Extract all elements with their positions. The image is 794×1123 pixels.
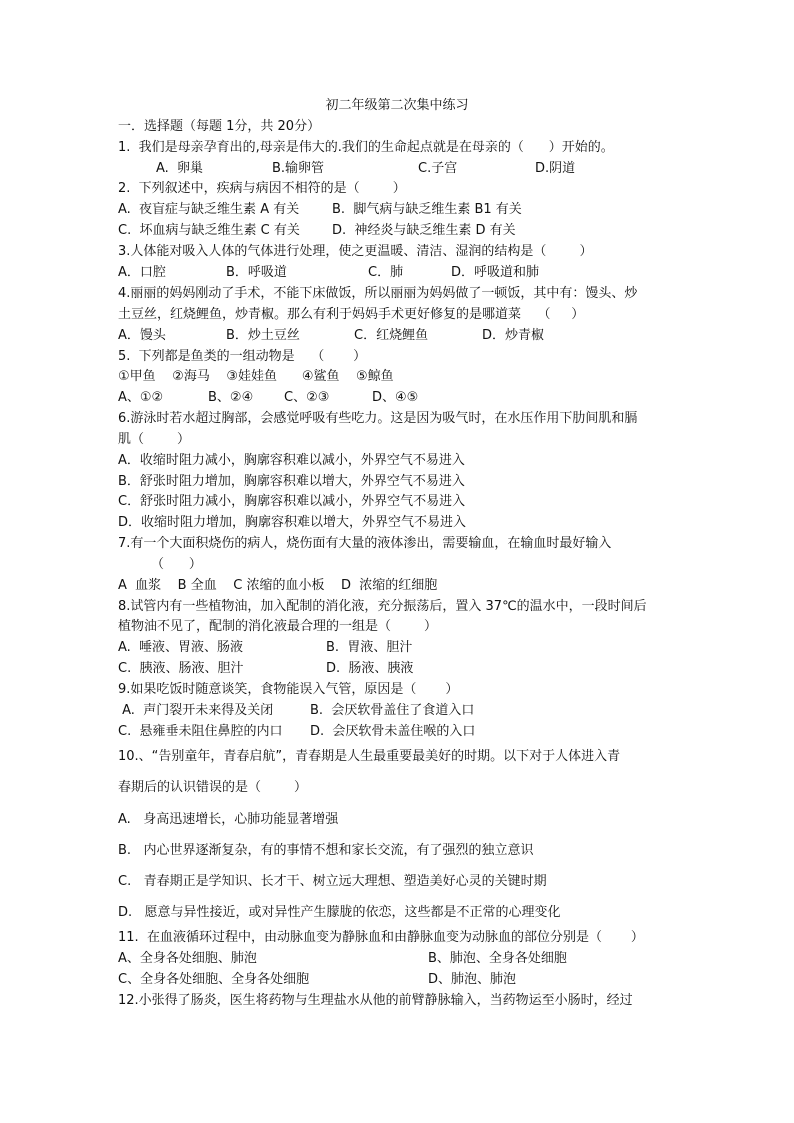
q10-stem-line2: 春期后的认识错误的是（ ） [118,780,308,795]
q9-option-c: C. 悬雍垂未阻住鼻腔的内口 [118,724,283,739]
q6-option-b: B．舒张时阻力增加，胸廓容积难以增大，外界空气不易进入 [118,474,465,489]
q10-option-b: B. 内心世界逐渐复杂，有的事情不想和家长交流，有了强烈的独立意识 [118,843,534,858]
q4-option-b: B．炒土豆丝 [226,328,300,343]
q10-option-d: D. 愿意与异性接近，或对异性产生朦胧的依恋，这些都是不正常的心理变化 [118,905,561,920]
q3-option-c: C．肺 [368,265,404,280]
q3-option-a: A．口腔 [118,265,166,280]
q1-stem: 1. 我们是母亲孕育出的,母亲是伟大的.我们的生命起点就是在母亲的（ ）开始的。 [118,140,614,155]
q8-stem-line2: 植物油不见了，配制的消化液最合理的一组是（ ） [118,619,438,634]
q6-stem-line2: 肌（ ） [118,432,191,447]
section-heading: 一．选择题（每题 1分，共 20分） [118,119,321,134]
q8-option-a: A. 唾液、胃液、肠液 [118,640,244,655]
page-title: 初二年级第二次集中练习 [325,98,469,113]
q10-option-c: C. 青春期正是学知识、长才干、树立远大理想、塑造美好心灵的关键时期 [118,874,547,889]
q5-items: ①甲鱼 ②海马 ③娃娃鱼 ④鲨鱼 ⑤鲸鱼 [118,369,394,384]
q5-option-a: A、①② [118,390,164,405]
q9-option-d: D. 会厌软骨未盖住喉的入口 [310,724,476,739]
q9-option-b: B. 会厌软骨盖住了食道入口 [310,703,475,718]
q1-option-b: B.输卵管 [272,161,325,176]
q1-option-c: C.子宫 [418,161,458,176]
q8-option-c: C. 胰液、肠液、胆汁 [118,661,244,676]
q6-option-d: D．收缩时阻力增加，胸廓容积难以增大，外界空气不易进入 [118,515,467,530]
q8-option-b: B. 胃液、胆汁 [326,640,413,655]
q1-option-d: D.阴道 [535,161,576,176]
q6-stem-line1: 6.游泳时若水超过胸部，会感觉呼吸有些吃力。这是因为吸气时，在水压作用下肋间肌和膈 [118,411,638,426]
q6-option-c: C．舒张时阻力减小，胸廓容积难以减小，外界空气不易进入 [118,494,466,509]
q11-option-a: A、全身各处细胞、肺泡 [118,951,257,966]
q2-stem: 2. 下列叙述中，疾病与病因不相符的是（ ） [118,181,406,196]
q4-option-d: D．炒青椒 [482,328,545,343]
q2-option-b: B. 脚气病与缺乏维生素 B1 有关 [332,202,522,217]
q5-option-d: D、④⑤ [372,390,419,405]
q9-option-a: A. 声门裂开未来得及关闭 [118,703,274,718]
q11-stem: 11. 在血液循环过程中，由动脉血变为静脉血和由静脉血变为动脉血的部位分别是（ ） [118,930,644,945]
q10-stem-line1: 10.、“告别童年，青春启航”，青春期是人生最重要最美好的时期。以下对于人体进入青 [118,749,621,764]
q2-option-c: C. 坏血病与缺乏维生素 C 有关 [118,223,300,238]
q6-option-a: A．收缩时阻力减小，胸廓容积难以减小，外界空气不易进入 [118,453,465,468]
q3-option-b: B．呼吸道 [226,265,287,280]
q7-stem-line2: （ ） [118,557,202,572]
q2-option-a: A. 夜盲症与缺乏维生素 A 有关 [118,202,300,217]
q9-stem: 9.如果吃饭时随意谈笑，食物能误入气管，原因是（ ） [118,682,459,697]
q11-option-b: B、肺泡、全身各处细胞 [428,951,567,966]
q5-option-c: C、②③ [284,390,330,405]
q8-option-d: D. 肠液、胰液 [326,661,414,676]
q3-option-d: D．呼吸道和肺 [451,265,540,280]
q7-stem-line1: 7.有一个大面积烧伤的病人，烧伤面有大量的液体渗出，需要输血，在输血时最好输入 [118,536,612,551]
q11-option-c: C、全身各处细胞、全身各处细胞 [118,972,310,987]
q3-stem: 3.人体能对吸入人体的气体进行处理，使之更温暖、清洁、湿润的结构是（ ） [118,244,593,259]
q4-option-c: C．红烧鲤鱼 [354,328,429,343]
q7-options: A 血浆 B 全血 C 浓缩的血小板 D 浓缩的红细胞 [118,578,438,593]
q8-stem-line1: 8.试管内有一些植物油，加入配制的消化液，充分振荡后，置入 37℃的温水中，一段时间后 [118,599,647,614]
q11-option-d: D、肺泡、肺泡 [428,972,517,987]
q4-stem-line1: 4.丽丽的妈妈刚动了手术，不能下床做饭，所以丽丽为妈妈做了一顿饭，其中有：馒头、炒 [118,286,638,301]
q4-stem-line2: 土豆丝，红烧鲤鱼，炒青椒。那么有利于妈妈手术更好修复的是哪道菜 （ ） [118,307,585,322]
q5-stem: 5. 下列都是鱼类的一组动物是 （ ） [118,349,367,364]
q2-option-d: D. 神经炎与缺乏维生素 D 有关 [332,223,516,238]
q10-option-a: A. 身高迅速增长，心肺功能显著增强 [118,812,339,827]
q1-option-a: A. 卵巢 [156,161,204,176]
q5-option-b: B、②④ [208,390,254,405]
q4-option-a: A．馒头 [118,328,166,343]
q12-stem: 12.小张得了肠炎，医生将药物与生理盐水从他的前臂静脉输入，当药物运至小肠时，经过 [118,993,633,1008]
